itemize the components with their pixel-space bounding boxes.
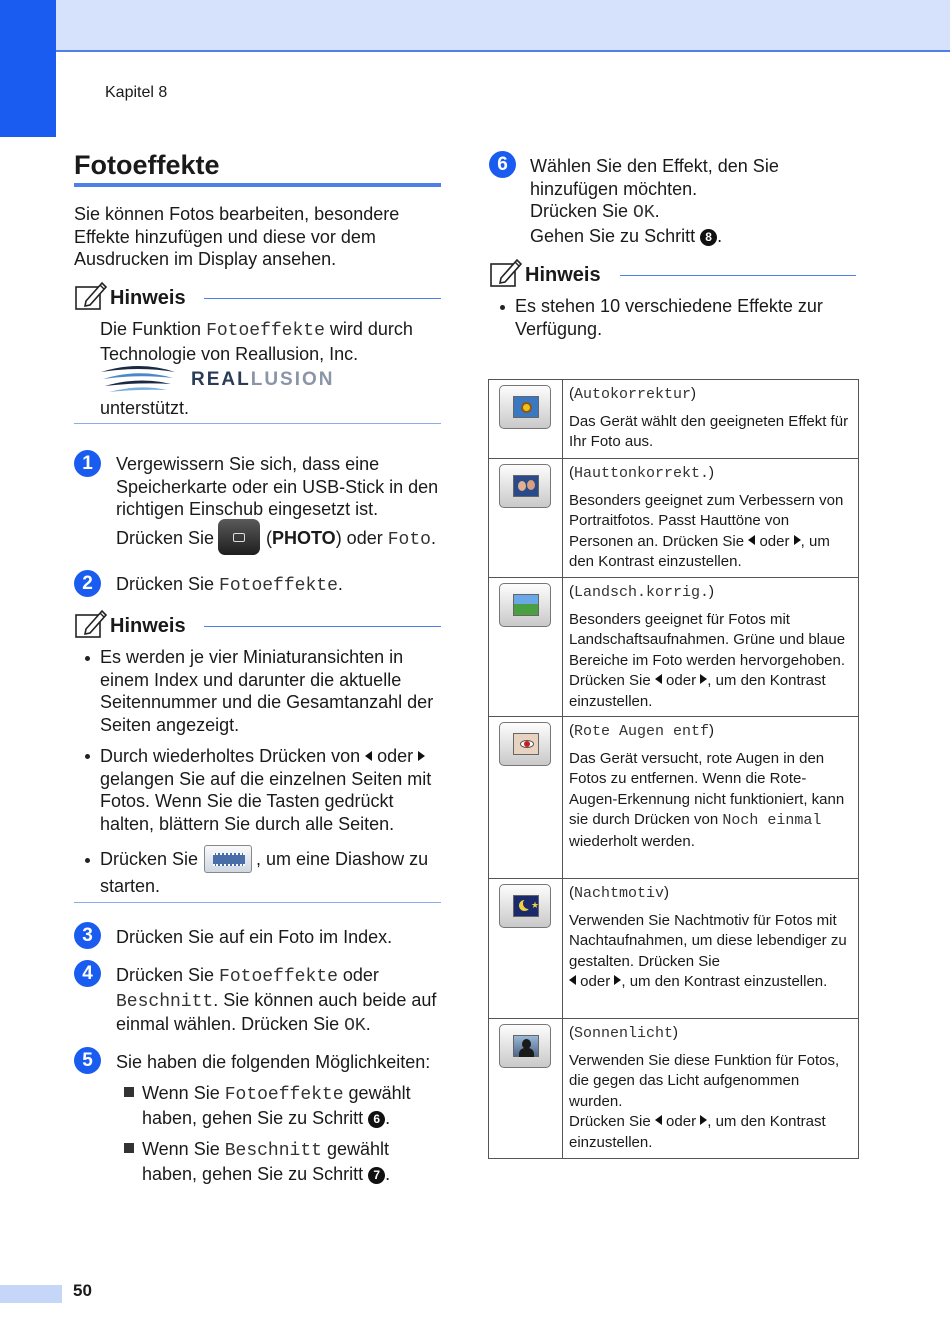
note-pencil-icon (74, 607, 108, 641)
text: Drücken Sie (116, 965, 220, 985)
hinweis-bullet-3-a: Drücken Sie (100, 849, 199, 869)
text: Die Funktion (100, 319, 207, 339)
night-moon-icon (499, 884, 551, 928)
step-5-text: Sie haben die folgenden Möglichkeiten: (116, 1052, 431, 1072)
hinweis-header (489, 256, 856, 296)
text: oder (661, 672, 701, 689)
hinweis-label: Hinweis (110, 615, 186, 637)
step-5-option-1 (142, 1082, 442, 1129)
icon-cell (489, 578, 563, 717)
effect-name: (Sonnenlicht) (569, 1024, 679, 1042)
step-1-text: Vergewissern Sie sich, dass eine Speicherkarte oder ein USB-Stick in den richtigen Einschub eingesetzt ist. (116, 454, 439, 519)
effect-name: (Rote Augen entf) (569, 722, 715, 740)
text: wird durch Technologie von Reallusion, Inc. (100, 319, 413, 364)
reallusion-logo (99, 362, 379, 396)
wordmark-part: LUSION (250, 369, 335, 390)
hinweis-bullet-3-b: , um eine Diashow zu (256, 849, 429, 869)
text: Das Gerät versucht, rote Augen in den Fotos zu entfernen. Wenn die Rote-Augen-Erkennung nicht funktioniert, kann sie durch Drücken von (569, 749, 845, 828)
left-arrow-icon (655, 1115, 662, 1125)
effect-name: (Autokorrektur) (569, 385, 697, 403)
effect-name: (Landsch.korrig.) (569, 583, 715, 601)
menu-term: Noch einmal (722, 812, 822, 829)
text: . Sie können auch beide auf (213, 989, 437, 1010)
bullet (85, 656, 90, 661)
step-ref-badge: 8 (700, 229, 717, 246)
hinweis-rule (204, 298, 441, 299)
text: Besonders geeignet für Fotos mit Landschaftsaufnahmen. Grüne und blaue Bereiche im Foto werden hervorgehoben. Drücken Sie (569, 610, 846, 689)
effect-name: (Hauttonkorrekt.) (569, 464, 715, 482)
menu-term: Hauttonkorrekt. (574, 465, 710, 482)
thumbnail (513, 396, 539, 418)
section-title: Fotoeffekte (74, 150, 220, 180)
step-1-press: Drücken Sie (116, 528, 215, 548)
step-2-text (116, 573, 343, 598)
menu-term: Fotoeffekte (224, 1085, 344, 1105)
text: gewählt (343, 1083, 411, 1103)
text: ( (266, 528, 272, 548)
text: Drücken Sie (530, 201, 634, 221)
step-number-4: 4 (74, 960, 101, 987)
menu-term: Rote Augen entf (574, 723, 710, 740)
reallusion-swoosh-icon (99, 362, 177, 396)
hinweis-bullet-1: Es werden je vier Miniaturansichten in einem Index und darunter die aktuelle Seitennummer und die Gesamtanzahl der Seiten angezeigt. (100, 647, 434, 735)
bullet (500, 305, 505, 310)
hinweis-effects-bullet: Es stehen 10 verschiedene Effekte zur Verfügung. (515, 296, 823, 339)
thumbnail (513, 1035, 539, 1057)
thumbnail: ★ (513, 895, 539, 917)
effect-text-cell (563, 578, 859, 717)
step-ref-badge: 7 (368, 1167, 385, 1184)
note-pencil-icon (74, 279, 108, 313)
table-row (489, 380, 859, 459)
text: Besonders geeignet zum Verbessern von Portraitfotos. Passt Hauttöne von Personen an. Drücken Sie (569, 491, 844, 550)
hinweis-header (74, 607, 441, 647)
step-4-text (116, 964, 446, 1038)
bullet (85, 754, 90, 759)
effect-description (569, 491, 854, 573)
intro-text: Sie können Fotos bearbeiten, besondere Effekte hinzufügen und diese vor dem Ausdrucken im Display ansehen. (74, 204, 400, 269)
text: gelangen Sie auf die einzelnen Seiten mit Fotos. Wenn Sie die Tasten gedrückt halten, blättern Sie durch alle Seiten. (100, 768, 432, 834)
chapter-label: Kapitel 8 (105, 84, 168, 101)
header-band (0, 0, 950, 52)
hinweis-rule (204, 626, 441, 627)
text: Drücken Sie (116, 574, 220, 594)
supported-text: unterstützt. (100, 398, 190, 418)
menu-term: Autokorrektur (574, 386, 692, 403)
text: . (385, 1163, 391, 1184)
text: haben, gehen Sie zu Schritt (142, 1107, 369, 1128)
square-bullet (124, 1143, 134, 1153)
icon-cell (489, 717, 563, 879)
table-row (489, 717, 859, 879)
effect-description: Das Gerät wählt den geeigneten Effekt für Ihr Foto aus. (569, 412, 849, 450)
right-arrow-icon (418, 751, 425, 761)
hinweis-label: Hinweis (110, 287, 186, 309)
wordmark-part: REAL (191, 369, 251, 390)
red-eye-icon (499, 722, 551, 766)
menu-term: OK (633, 203, 655, 223)
menu-term: Fotoeffekte (219, 576, 338, 596)
menu-term: Fotoeffekte (219, 967, 338, 987)
effect-name: (Nachtmotiv) (569, 884, 670, 902)
photo-key-label: PHOTO (272, 528, 336, 548)
camera-icon (233, 533, 245, 542)
step-3-text: Drücken Sie auf ein Foto im Index. (116, 927, 393, 947)
hinweis-rule (620, 275, 856, 276)
text: ) oder (335, 528, 388, 548)
bullet (85, 858, 90, 863)
icon-cell (489, 459, 563, 578)
text: , um den Kontrast einzustellen. (569, 672, 826, 710)
text: Drücken Sie (569, 1113, 651, 1130)
step-number-5: 5 (74, 1047, 101, 1074)
title-underline (74, 183, 441, 187)
table-row (489, 879, 859, 1019)
table-row (489, 1019, 859, 1159)
landscape-icon (499, 583, 551, 627)
hinweis-end-rule (74, 902, 441, 903)
text: . (654, 201, 660, 221)
menu-term: Fotoeffekte (206, 321, 325, 341)
text: haben, gehen Sie zu Schritt (142, 1163, 369, 1184)
step-number-1: 1 (74, 450, 101, 477)
text: Wenn Sie (142, 1083, 225, 1103)
text: oder (576, 973, 615, 990)
reallusion-wordmark (191, 369, 335, 391)
slideshow-button-icon (204, 845, 252, 873)
menu-term: Nachtmotiv (574, 885, 665, 902)
text: , um den Kontrast einzustellen. (621, 973, 828, 990)
effects-table (488, 379, 859, 1159)
text: hinzufügen möchten. (530, 178, 698, 199)
text: . (337, 574, 343, 594)
text: Wählen Sie den Effekt, den Sie (530, 156, 779, 176)
effect-text-cell (563, 380, 859, 459)
effect-text-cell (563, 1019, 859, 1159)
step-number-3: 3 (74, 922, 101, 949)
thumbnail (513, 733, 539, 755)
text: , um den Kontrast einzustellen. (569, 1113, 826, 1151)
hinweis-end-rule (74, 423, 441, 424)
step-ref-badge: 6 (368, 1111, 385, 1128)
table-row (489, 578, 859, 717)
text: , um den Kontrast einzustellen. (569, 532, 830, 570)
step-5-option-2 (142, 1138, 442, 1185)
text: wiederholt werden. (569, 832, 695, 850)
note-pencil-icon (489, 256, 523, 290)
text: Wenn Sie (142, 1139, 225, 1159)
menu-term: OK (344, 1016, 366, 1036)
chapter-tab (0, 0, 56, 137)
menu-term: Sonnenlicht (574, 1025, 674, 1042)
sunflower-icon (499, 385, 551, 429)
text: . (385, 1107, 391, 1128)
menu-term: Landsch.korrig. (574, 584, 710, 601)
right-arrow-icon (794, 535, 801, 545)
step-number-2: 2 (74, 570, 101, 597)
step-number-6: 6 (489, 151, 516, 178)
text: Verwenden Sie Nachtmotiv für Fotos mit Nachtaufnahmen, um diese lebendiger zu gestalten. Drücken Sie (569, 911, 847, 970)
effect-description (569, 749, 854, 853)
text: . (365, 1014, 371, 1034)
table-row (489, 459, 859, 578)
portrait-icon (499, 464, 551, 508)
thumbnail (513, 594, 539, 616)
text: oder (372, 746, 419, 766)
effect-text-cell (563, 717, 859, 879)
hinweis-header (74, 279, 441, 319)
menu-term: Beschnitt (224, 1141, 322, 1161)
filmstrip-icon (213, 853, 245, 866)
text: Verwenden Sie diese Funktion für Fotos, die gegen das Licht aufgenommen wurden. (569, 1051, 840, 1110)
step-1-photo-text (266, 527, 436, 552)
menu-term: Foto (387, 530, 431, 550)
icon-cell (489, 1019, 563, 1159)
photo-button-icon (218, 519, 260, 555)
text: Durch wiederholtes Drücken von (100, 746, 366, 766)
text: Gehen Sie zu Schritt (530, 225, 701, 246)
hinweis-bullet-2 (100, 745, 445, 835)
text: oder (337, 965, 379, 985)
step-6-text (530, 155, 850, 247)
square-bullet (124, 1087, 134, 1097)
effect-description (569, 610, 854, 713)
hinweis-bullet-3-c: starten. (100, 876, 161, 896)
text: oder (755, 532, 794, 550)
hinweis-reallusion-text (100, 318, 440, 365)
text: einmal wählen. Drücken Sie (116, 1014, 345, 1034)
page-number: 50 (73, 1281, 92, 1300)
backlight-icon (499, 1024, 551, 1068)
thumbnail (513, 475, 539, 497)
text: gewählt (321, 1139, 389, 1159)
effect-text-cell (563, 879, 859, 1019)
effect-description (569, 911, 854, 993)
effect-description (569, 1051, 854, 1154)
text: . (717, 225, 723, 246)
icon-cell (489, 380, 563, 459)
hinweis-label: Hinweis (525, 264, 601, 286)
footer-band (0, 1285, 62, 1303)
icon-cell (489, 879, 563, 1019)
effect-text-cell (563, 459, 859, 578)
menu-term: Beschnitt (116, 991, 214, 1012)
left-arrow-icon (655, 674, 662, 684)
text: . (430, 528, 436, 548)
text: oder (661, 1113, 701, 1130)
left-arrow-icon (569, 975, 576, 985)
